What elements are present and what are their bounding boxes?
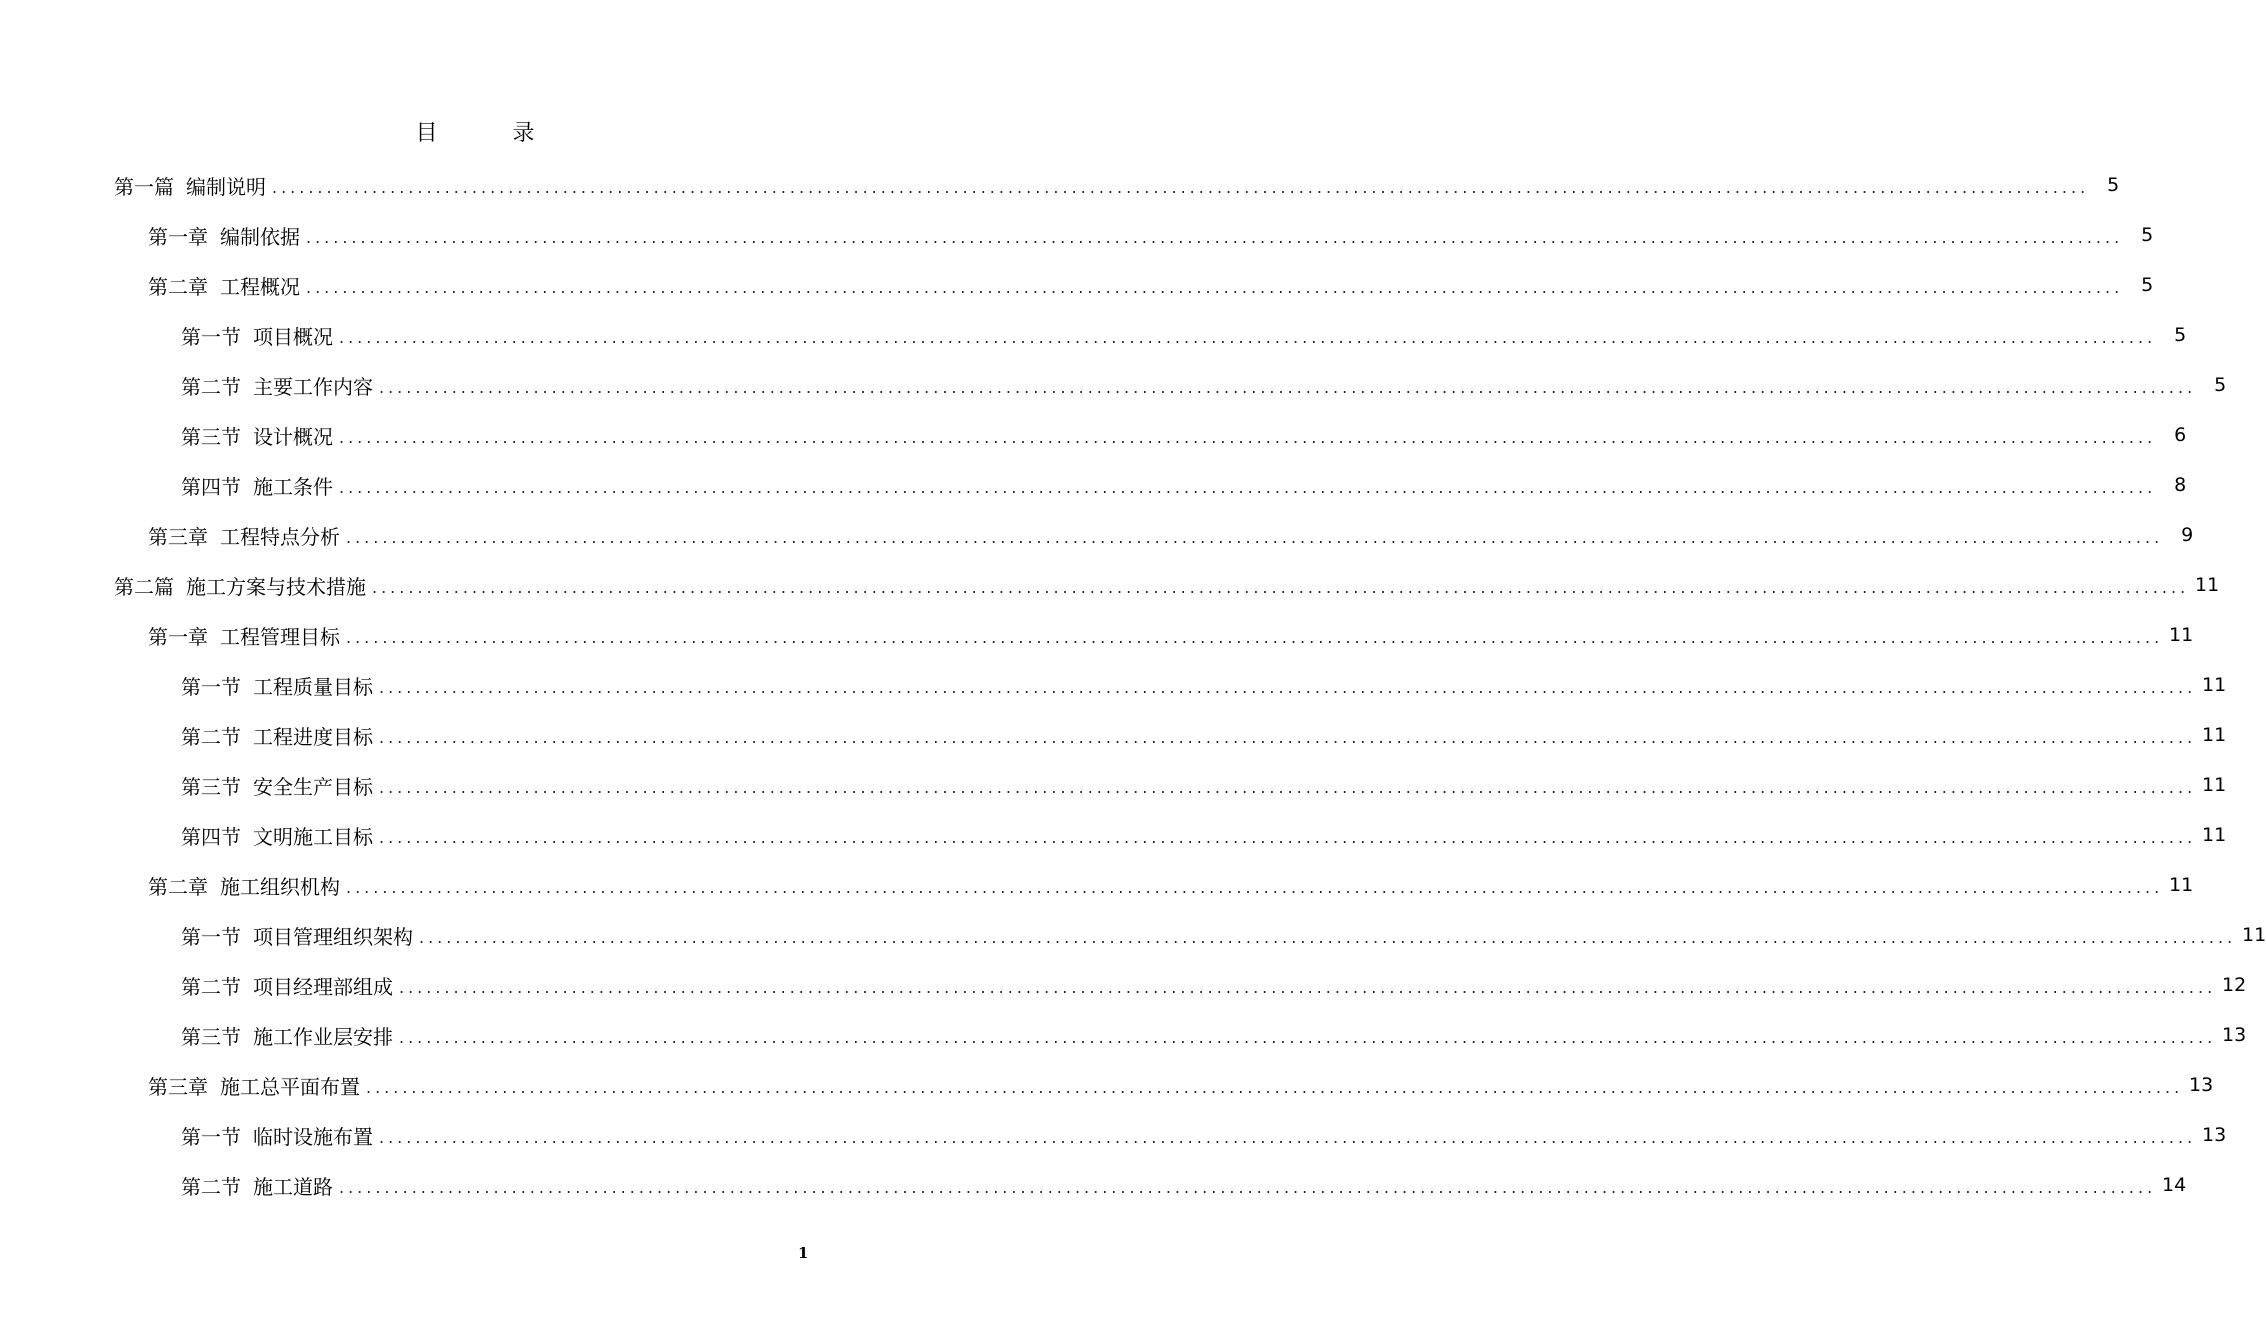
toc-leader-dots: ........................................................................................................................................................................................................ [339,1177,2157,1197]
toc-entry-label [181,1171,333,1200]
toc-entry-label [114,571,366,600]
toc-leader-dots: ........................................................................................................................................................................................................ [346,627,2164,647]
toc-entry-title: 文明施工目标 [253,824,373,849]
toc-entry[interactable] [0,310,2187,360]
toc-entry-number: 第二章 [148,874,208,899]
toc-entry[interactable] [0,810,2227,860]
toc-entry-title: 临时设施布置 [253,1124,373,1149]
toc-entry[interactable] [0,610,2194,660]
toc-leader-dots: ........................................................................................................................................................................................................ [339,477,2157,497]
toc-entry[interactable] [0,1010,2247,1060]
toc-entry-number: 第一篇 [114,174,174,199]
toc-leader-dots: ........................................................................................................................................................................................................ [306,227,2124,247]
toc-entry-label [181,671,373,700]
toc-leader-dots: ........................................................................................................................................................................................................ [379,677,2197,697]
toc-leader-dots: ........................................................................................................................................................................................................ [306,277,2124,297]
toc-entry-page: 11 [2195,574,2220,596]
toc-entry-page: 14 [2162,1174,2187,1196]
toc-entry-number: 第三节 [181,774,241,799]
toc-entry-title: 工程概况 [220,274,300,299]
toc-entry-number: 第二章 [148,274,208,299]
toc-entry-number: 第二篇 [114,574,174,599]
toc-entry-page: 13 [2189,1074,2214,1096]
toc-entry-number: 第二节 [181,374,241,399]
toc-entry[interactable] [0,660,2227,710]
toc-entry-page: 11 [2169,624,2194,646]
toc-entry[interactable] [0,560,2220,610]
toc-entry-label [181,821,373,850]
toc-entry-label [148,521,340,550]
toc-entry[interactable] [0,860,2194,910]
toc-entry-page: 5 [2107,174,2120,196]
toc-leader-dots: ........................................................................................................................................................................................................ [419,927,2237,947]
toc-entry-number: 第三章 [148,524,208,549]
toc-leader-dots: ........................................................................................................................................................................................................ [272,177,2090,197]
toc-leader-dots: ........................................................................................................................................................................................................ [346,877,2164,897]
toc-leader-dots: ........................................................................................................................................................................................................ [339,427,2157,447]
toc-entry-title: 项目管理组织架构 [253,924,413,949]
toc-entry-label [181,371,373,400]
toc-leader-dots: ........................................................................................................................................................................................................ [399,1027,2217,1047]
toc-entry-label [181,921,413,950]
toc-entry-number: 第二节 [181,974,241,999]
toc-entry-label [148,271,300,300]
toc-entry-label [148,871,340,900]
toc-title: 目 录 [415,121,569,146]
toc-entry-title: 安全生产目标 [253,774,373,799]
toc-entry-label [181,471,333,500]
toc-entry-number: 第一节 [181,324,241,349]
toc-entry-page: 5 [2141,274,2154,296]
toc-leader-dots: ........................................................................................................................................................................................................ [379,377,2197,397]
toc-entry-page: 5 [2174,324,2187,346]
toc-entry-title: 工程管理目标 [220,624,340,649]
toc-entry-page: 6 [2174,424,2187,446]
toc-entry-page: 11 [2202,724,2227,746]
toc-entry-number: 第一节 [181,924,241,949]
toc-entry-page: 11 [2169,874,2194,896]
toc-entry-page: 13 [2222,1024,2247,1046]
toc-entry-title: 工程质量目标 [253,674,373,699]
toc-entry-title: 工程特点分析 [220,524,340,549]
toc-entry-number: 第三节 [181,1024,241,1049]
toc-entry[interactable] [0,160,2120,210]
toc-leader-dots: ........................................................................................................................................................................................................ [372,577,2190,597]
toc-entry-number: 第三章 [148,1074,208,1099]
toc-leader-dots: ........................................................................................................................................................................................................ [379,727,2197,747]
toc-entry[interactable] [0,910,2266,960]
toc-entry[interactable] [0,760,2227,810]
toc-entry-page: 5 [2141,224,2154,246]
toc-entry-page: 5 [2214,374,2227,396]
toc-entry-label [181,721,373,750]
toc-leader-dots: ........................................................................................................................................................................................................ [366,1077,2184,1097]
toc-entry-title: 施工道路 [253,1174,333,1199]
toc-entry-number: 第二节 [181,1174,241,1199]
toc-entry-number: 第一章 [148,224,208,249]
toc-entry-label [181,321,333,350]
toc-entry-title: 项目经理部组成 [253,974,393,999]
toc-entry-page: 11 [2242,924,2266,946]
toc-entry-number: 第三节 [181,424,241,449]
toc-entry-page: 12 [2222,974,2247,996]
toc-leader-dots: ........................................................................................................................................................................................................ [379,827,2197,847]
toc-entry[interactable] [0,1160,2187,1210]
toc-entry-label [181,771,373,800]
toc-entry-label [181,971,393,1000]
toc-entry-title: 设计概况 [253,424,333,449]
toc-entry[interactable] [0,510,2194,560]
toc-entry-number: 第一节 [181,674,241,699]
toc-leader-dots: ........................................................................................................................................................................................................ [379,1127,2197,1147]
toc-entry[interactable] [0,260,2154,310]
toc-entry-title: 施工方案与技术措施 [186,574,366,599]
toc-entry[interactable] [0,360,2227,410]
toc-leader-dots: ........................................................................................................................................................................................................ [339,327,2157,347]
toc-entry-label [181,1121,373,1150]
toc-entry-page: 8 [2174,474,2187,496]
toc-entry-title: 施工总平面布置 [220,1074,360,1099]
toc-entry-page: 11 [2202,774,2227,796]
toc-entry-number: 第一节 [181,1124,241,1149]
toc-entry-title: 工程进度目标 [253,724,373,749]
toc-entry-number: 第四节 [181,824,241,849]
toc-entry-label [148,621,340,650]
toc-entry-label [181,421,333,450]
toc-entry[interactable] [0,960,2247,1010]
toc-entry-label [148,221,300,250]
toc-leader-dots: ........................................................................................................................................................................................................ [399,977,2217,997]
toc-entry-title: 编制说明 [186,174,266,199]
toc-entry-title: 施工组织机构 [220,874,340,899]
toc-entry-title: 施工条件 [253,474,333,499]
toc-entry-label [148,1071,360,1100]
toc-list [0,160,2266,1210]
toc-entry[interactable] [0,1060,2214,1110]
toc-entry-number: 第二节 [181,724,241,749]
toc-entry-page: 9 [2181,524,2194,546]
toc-entry[interactable] [0,460,2187,510]
toc-entry-label [181,1021,393,1050]
toc-entry[interactable] [0,1110,2227,1160]
toc-leader-dots: ........................................................................................................................................................................................................ [379,777,2197,797]
toc-entry-number: 第四节 [181,474,241,499]
toc-entry-title: 项目概况 [253,324,333,349]
toc-entry-title: 施工作业层安排 [253,1024,393,1049]
toc-entry-title: 编制依据 [220,224,300,249]
toc-entry[interactable] [0,710,2227,760]
toc-entry-number: 第一章 [148,624,208,649]
toc-entry-page: 13 [2202,1124,2227,1146]
toc-entry[interactable] [0,210,2154,260]
toc-entry-label [114,171,266,200]
toc-entry-page: 11 [2202,674,2227,696]
toc-leader-dots: ........................................................................................................................................................................................................ [346,527,2164,547]
toc-entry-page: 11 [2202,824,2227,846]
toc-entry-title: 主要工作内容 [253,374,373,399]
page-number: 1 [798,1244,809,1262]
toc-entry[interactable] [0,410,2187,460]
